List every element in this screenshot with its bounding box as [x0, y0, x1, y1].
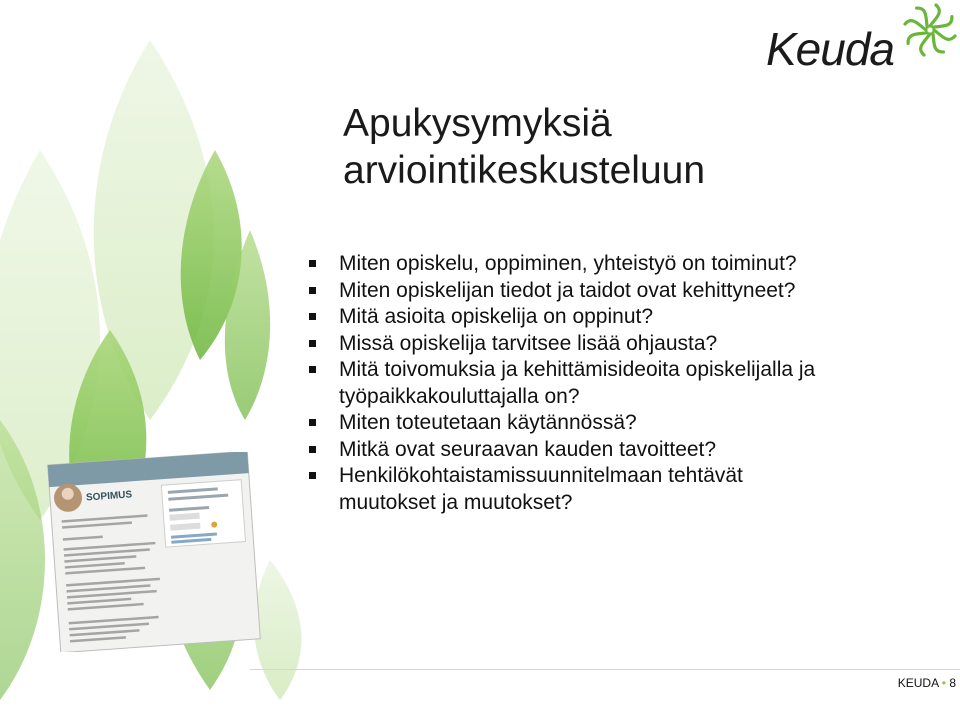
bullet-list	[305, 251, 825, 516]
bullet-square-icon	[309, 446, 316, 453]
bullet-item	[305, 251, 825, 278]
page-number: 8	[949, 676, 956, 690]
bullet-square-icon	[309, 287, 316, 294]
bullet-square-icon	[309, 366, 316, 373]
bullet-text: Miten toteutetaan käytännössä?	[339, 411, 637, 434]
bullet-text: Miten opiskelu, oppiminen, yhteistyö on toiminut?	[339, 252, 797, 275]
bullet-text: Miten opiskelijan tiedot ja taidot ovat kehittyneet?	[339, 278, 796, 302]
keuda-logo	[762, 2, 958, 78]
bullet-item	[305, 437, 825, 464]
logo-wordmark: Keuda	[766, 23, 895, 75]
pinwheel-logo-icon	[902, 2, 958, 58]
footer-brand: KEUDA	[897, 676, 939, 690]
bullet-square-icon	[309, 340, 316, 347]
bullet-square-icon	[309, 419, 316, 426]
bullet-square-icon	[309, 260, 316, 267]
bullet-item	[305, 410, 825, 437]
bullet-text: Henkilökohtaistamissuunnitelmaan tehtävät muutokset ja muutokset?	[339, 464, 743, 514]
bullet-item	[305, 278, 825, 305]
bullet-text: Mitä asioita opiskelija on oppinut?	[339, 305, 654, 328]
bullet-text: Mitä toivomuksia ja kehittämisideoita opiskelijalla ja työpaikkakouluttajalla on?	[339, 358, 816, 408]
bullet-item	[305, 304, 825, 331]
bullet-item	[305, 357, 825, 410]
bullet-text: Missä opiskelija tarvitsee lisää ohjausta?	[339, 331, 718, 355]
bullet-square-icon	[309, 313, 316, 320]
footer-separator: •	[941, 676, 946, 690]
document-brand: SOPIMUS	[85, 489, 133, 504]
bullet-square-icon	[309, 472, 316, 479]
bullet-text: Mitkä ovat seuraavan kauden tavoitteet?	[339, 437, 717, 461]
footer-divider	[250, 669, 960, 670]
leaf-shape	[254, 560, 301, 700]
footer	[898, 676, 956, 690]
document-thumbnail	[46, 452, 261, 652]
bullet-item	[305, 331, 825, 358]
bullet-item	[305, 463, 825, 516]
slide-title: Apukysymyksiä arviointikeskusteluun	[343, 102, 706, 192]
